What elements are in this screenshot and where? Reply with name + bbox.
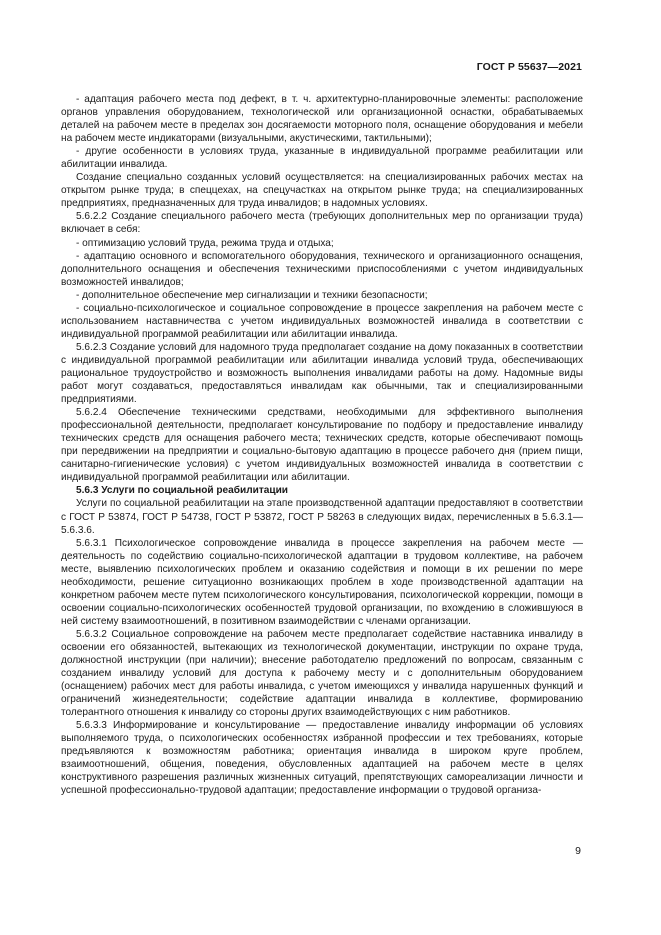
paragraph: 5.6.3.1 Психологическое сопровождение инвалида в процессе закрепления на рабочем месте — деятельность по содействию социально-психологической адаптации в трудовом коллективе, на рабочем месте, выявлению психологических проблем и оказанию содействия и помощи в их решении по мере необходимости, решение ситуационно возникающих проблем в ходе производственной адаптации на конкретном рабочем месте путем психологического консультирования, психологической коррекции, помощи в освоении социально-психологических особенностей трудовой организации, по вхождению в сложившуюся в ней систему взаимоотношений, в позитивном взаимодействии с членами организации.: [61, 537, 583, 627]
paragraph: 5.6.2.2 Создание специального рабочего места (требующих дополнительных мер по организации труда) включает в себя:: [61, 211, 583, 236]
paragraph: 5.6.3.3 Информирование и консультирование — предоставление инвалиду информации об условиях выполняемого труда, о психологических особенностях избранной профессии и тех требованиях, которые предъявляются к возможностям работника; ориентация инвалида в широком круге проблем, взаимоотношений, общения, поведения, обусловленных адаптацией на рабочем месте в целях конструктивного разрешения различных жизненных ситуаций, препятствующих самореализации личности и успешной профессионально-трудовой адаптации; предоставление информации о трудовой организа-: [61, 720, 583, 797]
section-heading: 5.6.3 Услуги по социальной реабилитации: [76, 485, 288, 497]
paragraph: - социально-психологическое и социальное сопровождение в процессе закрепления на рабочем месте с использованием наставничества с учетом индивидуальных возможностей инвалида в соответствии с индивидуальной программой реабилитации или абилитации инвалида.: [61, 302, 583, 340]
paragraph: - оптимизацию условий труда, режима труда и отдыха;: [76, 237, 334, 249]
paragraph: 5.6.3.2 Социальное сопровождение на рабочем месте предполагает содействие наставника инвалиду в освоении его обязанностей, вытекающих из технологической документации, инструкции по охране труда, должностной инструкции (при наличии); внесение работодателю предложений по вопросам, связанным с созданием инвалиду условий для доступа к рабочему месту и с дополнительным оборудованием (оснащением) рабочих мест для работы инвалида, с учетом имеющихся у инвалида нарушенных функций и ограничений жизнедеятельности; содействие адаптации инвалида в коллективе, формированию толерантного отношения к инвалиду со стороны других взаимодействующих с ним работников.: [61, 628, 583, 719]
paragraph: 5.6.2.4 Обеспечение техническими средствами, необходимыми для эффективного выполнения профессиональной деятельности, предполагает консультирование по подбору и предоставление инвалиду технических средств для оснащения рабочего места; технических средств, которые обеспечивают помощь при передвижении на предприятии и социально-бытовую адаптацию в процессе рабочего дня (прием пищи, санитарно-гигиенические условия) с учетом индивидуальных возможностей инвалида в соответствии с индивидуальной программой реабилитации или абилитации.: [61, 407, 583, 484]
paragraph: Создание специально созданных условий осуществляется: на специализированных рабочих местах на открытом рынке труда; в спеццехах, на спецучастках на открытом рынке труда; на специализированных предприятиях, предназначенных для труда инвалидов; в надомных условиях.: [61, 172, 583, 210]
paragraph: - адаптация рабочего места под дефект, в т. ч. архитектурно-планировочные элементы: расположение органов управления оборудованием, технологической или организационной оснастки, обрабатываемых деталей на рабочем месте в пределах зон досягаемости моторного поля, оснащение оборудования и мебели на рабочем месте индикаторами (визуальными, акустическими, тактильными);: [61, 94, 583, 145]
paragraph: - дополнительное обеспечение мер сигнализации и техники безопасности;: [76, 289, 428, 301]
paragraph: Услуги по социальной реабилитации на этапе производственной адаптации предоставляют в соответствии с ГОСТ Р 53874, ГОСТ Р 54738, ГОСТ Р 53872, ГОСТ Р 58263 в следующих видах, перечисленных в 5.6.3.1—5.6.3.6.: [61, 498, 583, 536]
page-header: ГОСТ Р 55637—2021: [476, 61, 582, 73]
paragraph: - другие особенности в условиях труда, указанные в индивидуальной программе реабилитации или абилитации инвалида.: [61, 146, 583, 171]
paragraph: - адаптацию основного и вспомогательного оборудования, технического и организационного оснащения, дополнительного оснащения и обеспечения техническими приспособлениями с учетом индивидуальных возможностей инвалидов;: [61, 250, 583, 288]
page-number: 9: [575, 845, 581, 857]
document-body: [61, 93, 583, 798]
paragraph: 5.6.2.3 Создание условий для надомного труда предполагает создание на дому показанных в соответствии с индивидуальной программой реабилитации или абилитации инвалида условий труда, обеспечивающих рациональное трудоустройство и возможность выполнения инвалидами работы на дому. Надомные виды работ могут создаваться, предоставляться инвалидам как обычными, так и специализированными предприятиями.: [61, 341, 583, 406]
